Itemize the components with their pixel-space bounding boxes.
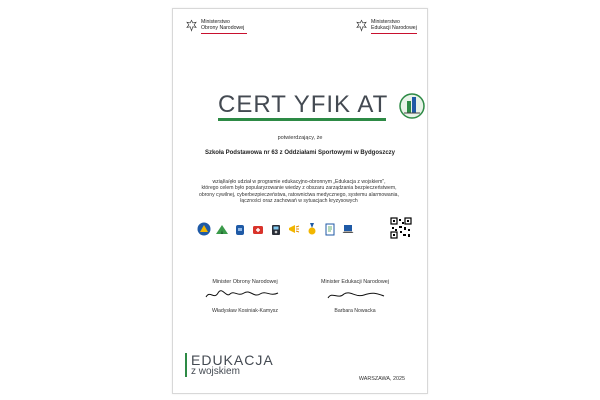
- qr-code-icon: [390, 217, 412, 239]
- place-date: WARSZAWA, 2025: [358, 376, 405, 382]
- medal-icon: [305, 222, 319, 236]
- ministry-defence-line2: Obrony Narodowej: [201, 25, 245, 31]
- eagle-emblem-icon: [185, 19, 198, 32]
- body-line-3: obrony cywilnej, cyberbezpieczeństwa, ratownictwa medycznego, systemu alarmowania,: [199, 191, 399, 198]
- handwritten-signature-icon: [200, 288, 290, 302]
- megaphone-icon: [287, 222, 301, 236]
- radio-icon: [269, 222, 283, 236]
- signature-name: Barbara Nowacka: [334, 308, 376, 314]
- topic-icons-row: [197, 222, 355, 236]
- ministry-defence-header: [185, 19, 247, 34]
- program-logo-line2: z wojskiem: [191, 366, 240, 377]
- title-green-underline: [218, 118, 386, 121]
- signature-role: Minister Edukacji Narodowej: [320, 279, 389, 285]
- body-line-4: łączności oraz zachowań w sytuacjach kryzysowych: [240, 197, 358, 204]
- first-aid-kit-icon: [251, 222, 265, 236]
- confirm-text: potwierdzający, że: [277, 135, 323, 141]
- body-line-2: którego celem było popularyzowanie wiedzy z obszaru zarządzania bezpieczeństwem,: [201, 185, 397, 192]
- ministry-defence-line1: Ministerstwo: [201, 19, 230, 25]
- ministry-education-line2: Edukacji Narodowej: [371, 25, 417, 31]
- signature-role: Minister Obrony Narodowej: [212, 279, 278, 285]
- ministry-education-line1: Ministerstwo: [371, 19, 400, 25]
- ministry-education-red-bar: [371, 33, 417, 34]
- tent-icon: [215, 222, 229, 236]
- backpack-icon: [233, 222, 247, 236]
- eagle-emblem-icon: [355, 19, 368, 32]
- body-line-1: wziął/a/ęło udział w programie edukacyjno-obronnym „Edukacja z wojskiem",: [212, 179, 386, 185]
- certificate-page: [172, 8, 428, 394]
- ministry-defence-red-bar: [201, 33, 247, 34]
- triangle-warning-icon: [197, 222, 211, 236]
- ministry-education-header: [355, 19, 417, 34]
- school-name: Szkoła Podstawowa nr 63 z Oddziałami Sportowymi w Bydgoszczy: [204, 150, 396, 156]
- program-logo: [185, 353, 274, 377]
- certificate-body: [189, 179, 409, 204]
- signature-block-education: [307, 279, 403, 314]
- signature-name: Władysław Kosiniak-Kamysz: [211, 308, 278, 314]
- signature-block-defence: [197, 279, 293, 314]
- certificate-title: CERT YFIK AT: [218, 91, 389, 118]
- laptop-icon: [341, 222, 355, 236]
- document-icon: [323, 222, 337, 236]
- program-badge-icon: [399, 91, 425, 121]
- program-logo-line1: EDUKACJA: [191, 352, 274, 368]
- handwritten-signature-icon: [310, 288, 400, 302]
